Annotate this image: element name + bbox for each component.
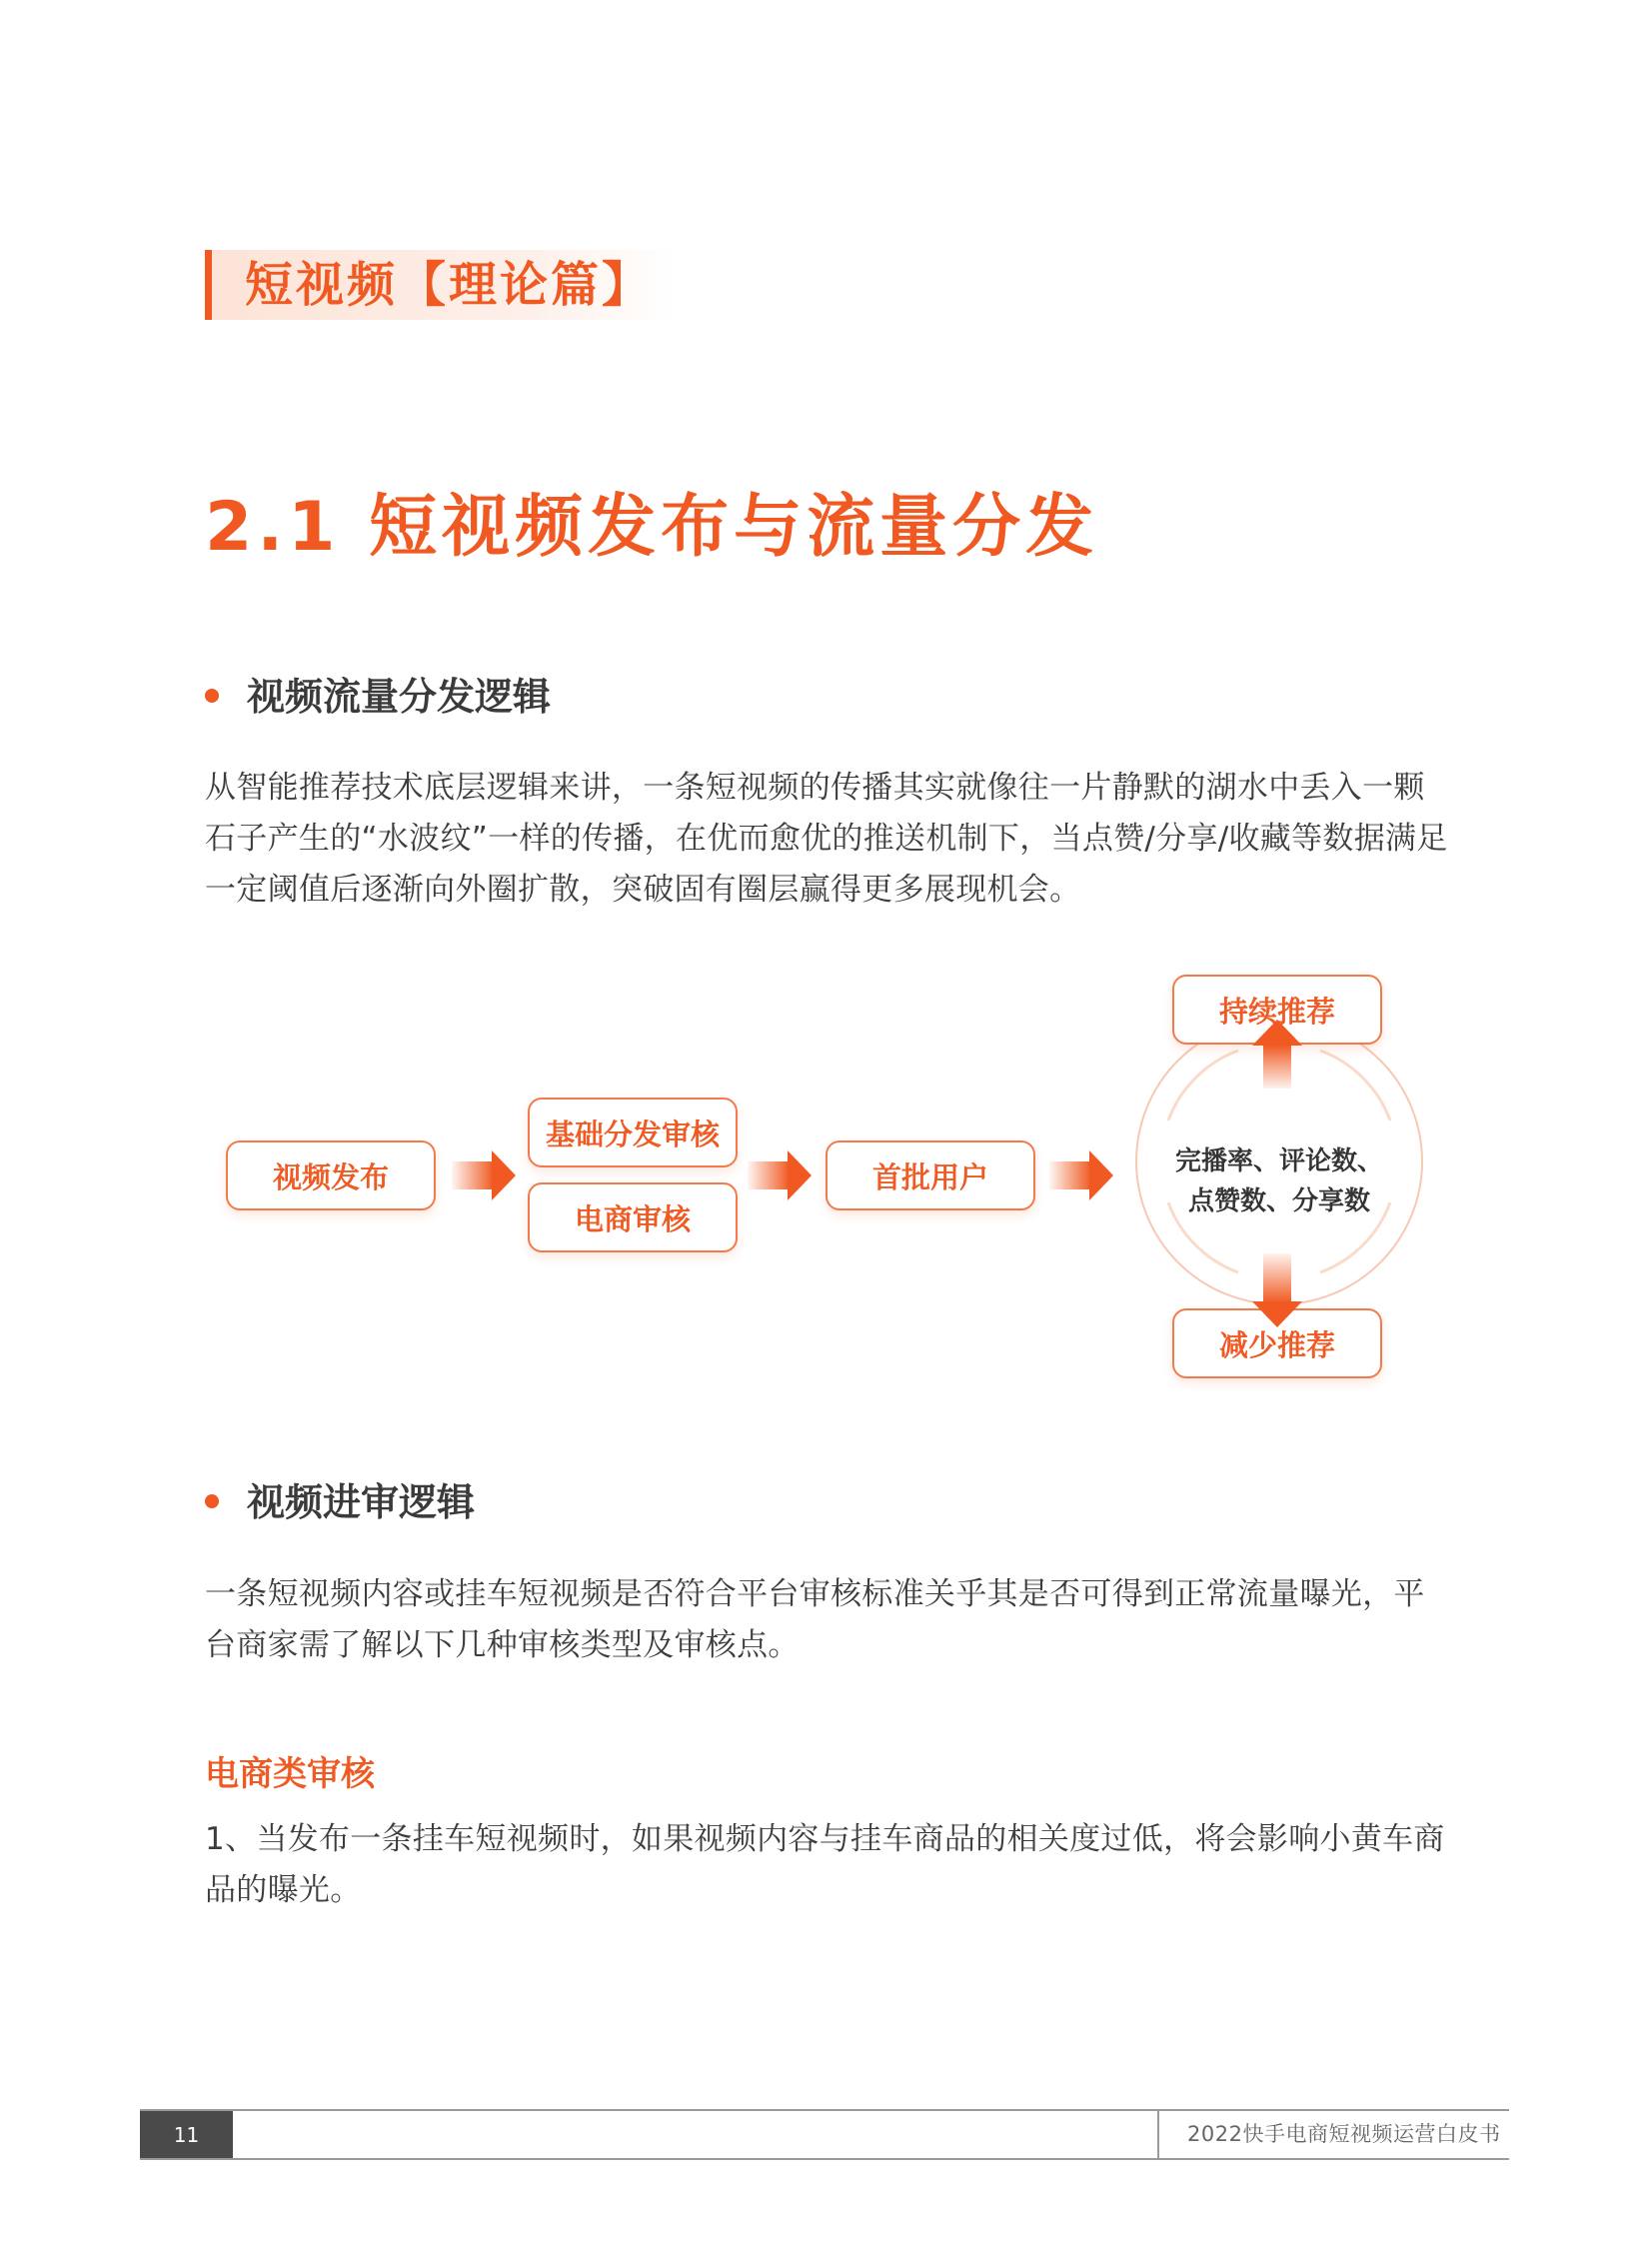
arrow-right-icon — [748, 1150, 812, 1200]
paragraph-ecommerce-review: 1、当发布一条挂车短视频时，如果视频内容与挂车商品的相关度过低，将会影响小黄车商品的曝光。 — [205, 1821, 1445, 1908]
node-publish: 视频发布 — [226, 1140, 436, 1210]
chapter-tag — [205, 250, 675, 320]
metrics-line-2: 点赞数、分享数 — [1187, 1186, 1370, 1216]
bullet-dot-icon — [205, 689, 219, 703]
arrow-down-icon — [1252, 1253, 1302, 1328]
arrow-right-icon — [452, 1150, 516, 1200]
page-number: 11 — [140, 2111, 233, 2158]
metrics-line-1: 完播率、评论数、 — [1174, 1146, 1383, 1176]
heading-text: 视频流量分发逻辑 — [247, 675, 552, 719]
paragraph-review-logic: 一条短视频内容或挂车短视频是否符合平台审核标准关乎其是否可得到正常流量曝光，平台商家需了解以下几种审核类型及审核点。 — [205, 1576, 1425, 1663]
metrics-text — [1132, 1141, 1426, 1221]
node-first-users: 首批用户 — [826, 1140, 1035, 1210]
arrow-up-icon — [1252, 1020, 1302, 1095]
footer-divider — [1157, 2111, 1159, 2158]
node-keep-recommend: 持续推荐 — [1172, 975, 1382, 1045]
heading-text: 视频进审逻辑 — [247, 1480, 476, 1524]
heading-review-logic — [205, 1477, 475, 1527]
chapter-accent-bar — [205, 250, 212, 320]
footer-doc-title: 2022快手电商短视频运营白皮书 — [1187, 2122, 1501, 2146]
heading-traffic-logic — [205, 672, 551, 722]
paragraph-traffic-logic: 从智能推荐技术底层逻辑来讲，一条短视频的传播其实就像往一片静默的湖水中丢入一颗石子产生的“水波纹”一样的传播，在优而愈优的推送机制下，当点赞/分享/收藏等数据满足一定阈值后逐渐向外圈扩散，突破固有圈层赢得更多展现机会。 — [205, 770, 1448, 908]
node-reduce-recommend: 减少推荐 — [1172, 1308, 1382, 1378]
node-ecom-review: 电商审核 — [528, 1182, 738, 1252]
bullet-dot-icon — [205, 1494, 219, 1508]
chapter-label: 短视频【理论篇】 — [245, 257, 654, 313]
arrow-right-icon — [1049, 1150, 1113, 1200]
node-basic-review: 基础分发审核 — [528, 1098, 738, 1167]
footer-bottom-line — [140, 2158, 1509, 2160]
section-title: 2.1 短视频发布与流量分发 — [205, 488, 1099, 567]
subheading-ecommerce-review: 电商类审核 — [205, 1754, 375, 1794]
footer-top-line — [140, 2109, 1509, 2111]
